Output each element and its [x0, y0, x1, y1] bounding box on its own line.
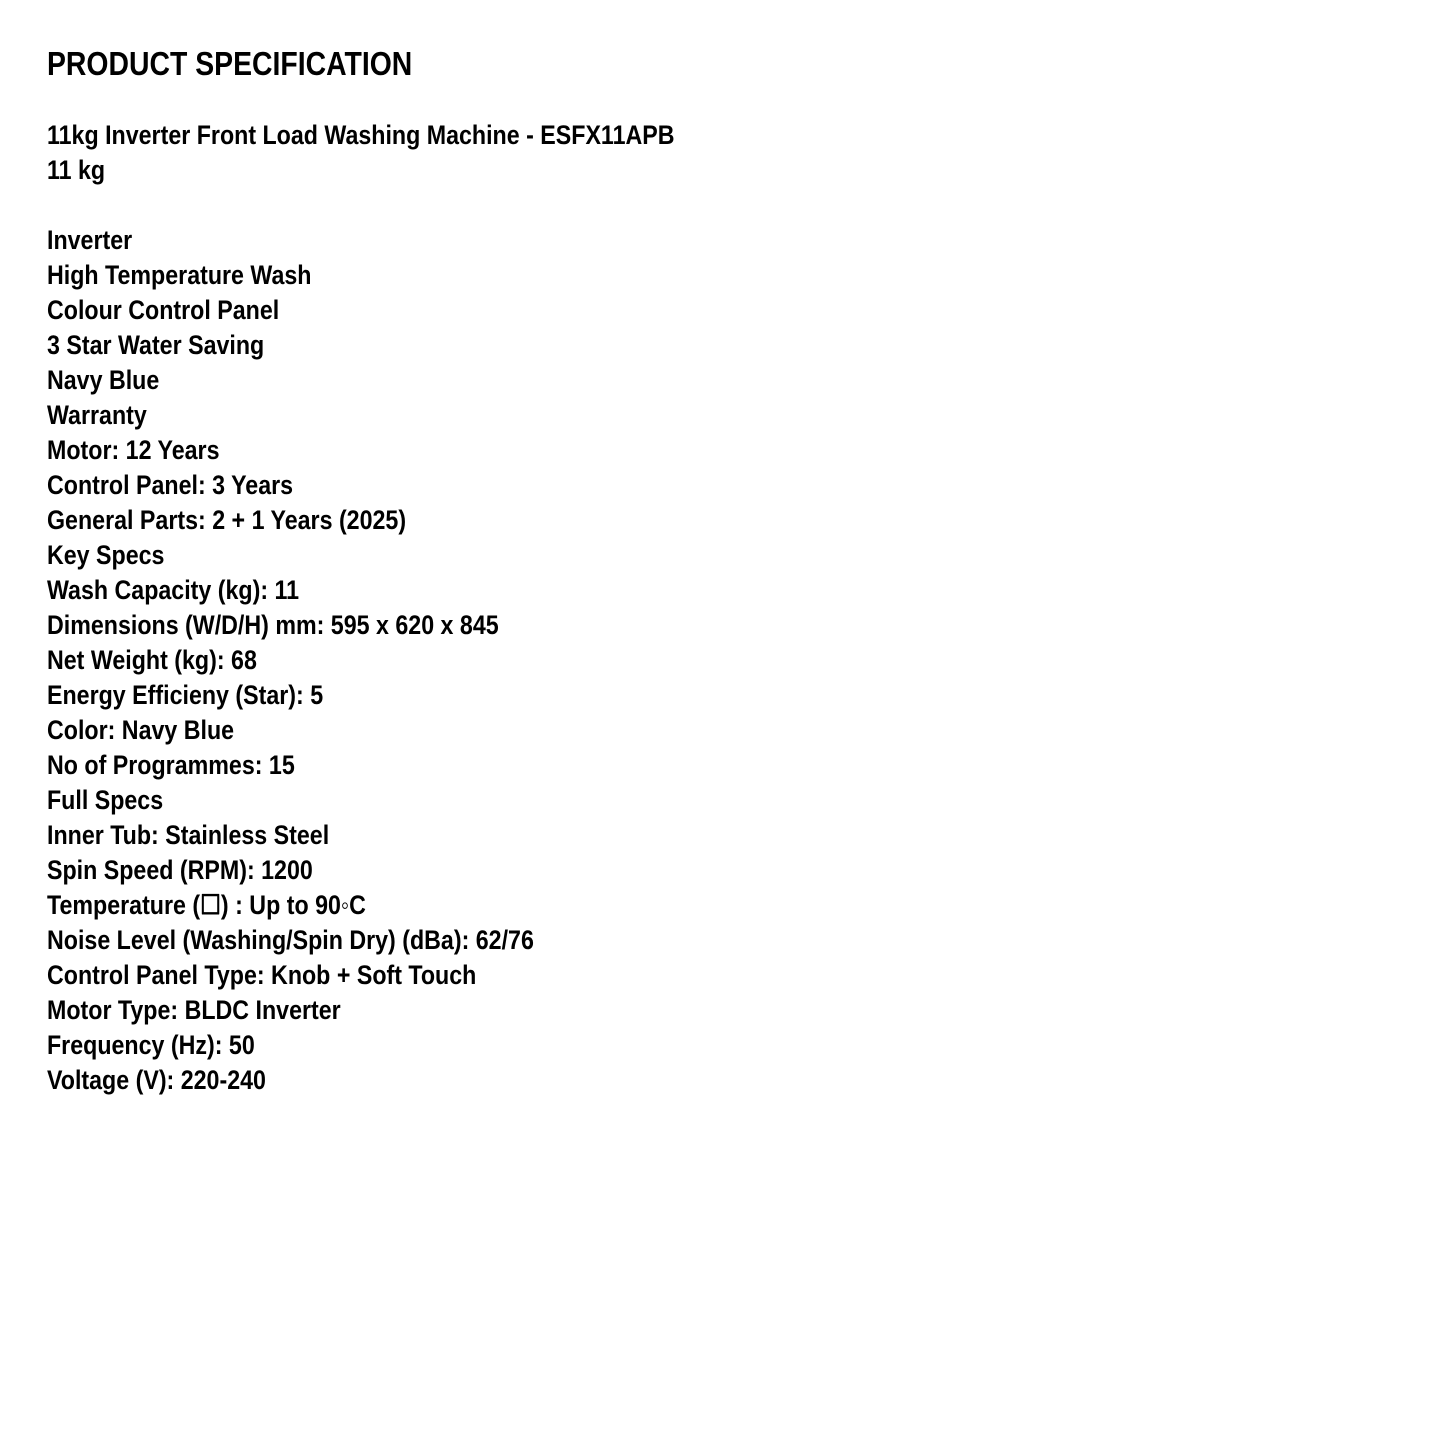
- section-heading-warranty: Warranty: [47, 400, 147, 430]
- product-name: 11kg Inverter Front Load Washing Machine - ESFX11APB: [47, 120, 675, 150]
- spec-line-wash-capacity: Wash Capacity (kg): 11: [47, 575, 300, 605]
- spec-line-inner-tub: Inner Tub: Stainless Steel: [47, 820, 330, 850]
- spec-line-control-panel-warranty: Control Panel: 3 Years: [47, 470, 294, 500]
- spec-line-high-temperature-wash: High Temperature Wash: [47, 260, 312, 290]
- spec-line-control-panel-type: Control Panel Type: Knob + Soft Touch: [47, 960, 477, 990]
- spec-line-colour: Navy Blue: [47, 365, 160, 395]
- spec-line-noise-level: Noise Level (Washing/Spin Dry) (dBa): 62/76: [47, 925, 534, 955]
- spec-line-energy-efficiency: Energy Efficieny (Star): 5: [47, 680, 324, 710]
- section-heading-full-specs: Full Specs: [47, 785, 164, 815]
- product-capacity: 11 kg: [47, 155, 106, 185]
- spec-line-general-parts-warranty: General Parts: 2 + 1 Years (2025): [47, 505, 407, 535]
- spec-line-water-saving: 3 Star Water Saving: [47, 330, 265, 360]
- spec-line-voltage: Voltage (V): 220-240: [47, 1065, 266, 1095]
- product-specification-document: [47, 44, 1387, 1098]
- spec-line-dimensions: Dimensions (W/D/H) mm: 595 x 620 x 845: [47, 610, 499, 640]
- spec-line-motor-type: Motor Type: BLDC Inverter: [47, 995, 341, 1025]
- spec-line-colour-control-panel: Colour Control Panel: [47, 295, 280, 325]
- section-heading-key-specs: Key Specs: [47, 540, 165, 570]
- spec-line-inverter: Inverter: [47, 225, 133, 255]
- product-summary: [47, 118, 1387, 188]
- spec-line-color: Color: Navy Blue: [47, 715, 235, 745]
- spec-line-temperature: Temperature (☐) : Up to 90◦C: [47, 890, 366, 920]
- spec-line-frequency: Frequency (Hz): 50: [47, 1030, 255, 1060]
- page-title: PRODUCT SPECIFICATION: [47, 45, 413, 82]
- spec-line-net-weight: Net Weight (kg): 68: [47, 645, 257, 675]
- spec-line-motor-warranty: Motor: 12 Years: [47, 435, 220, 465]
- spec-line-programmes: No of Programmes: 15: [47, 750, 295, 780]
- specification-list: [47, 223, 1387, 1098]
- spec-line-spin-speed: Spin Speed (RPM): 1200: [47, 855, 313, 885]
